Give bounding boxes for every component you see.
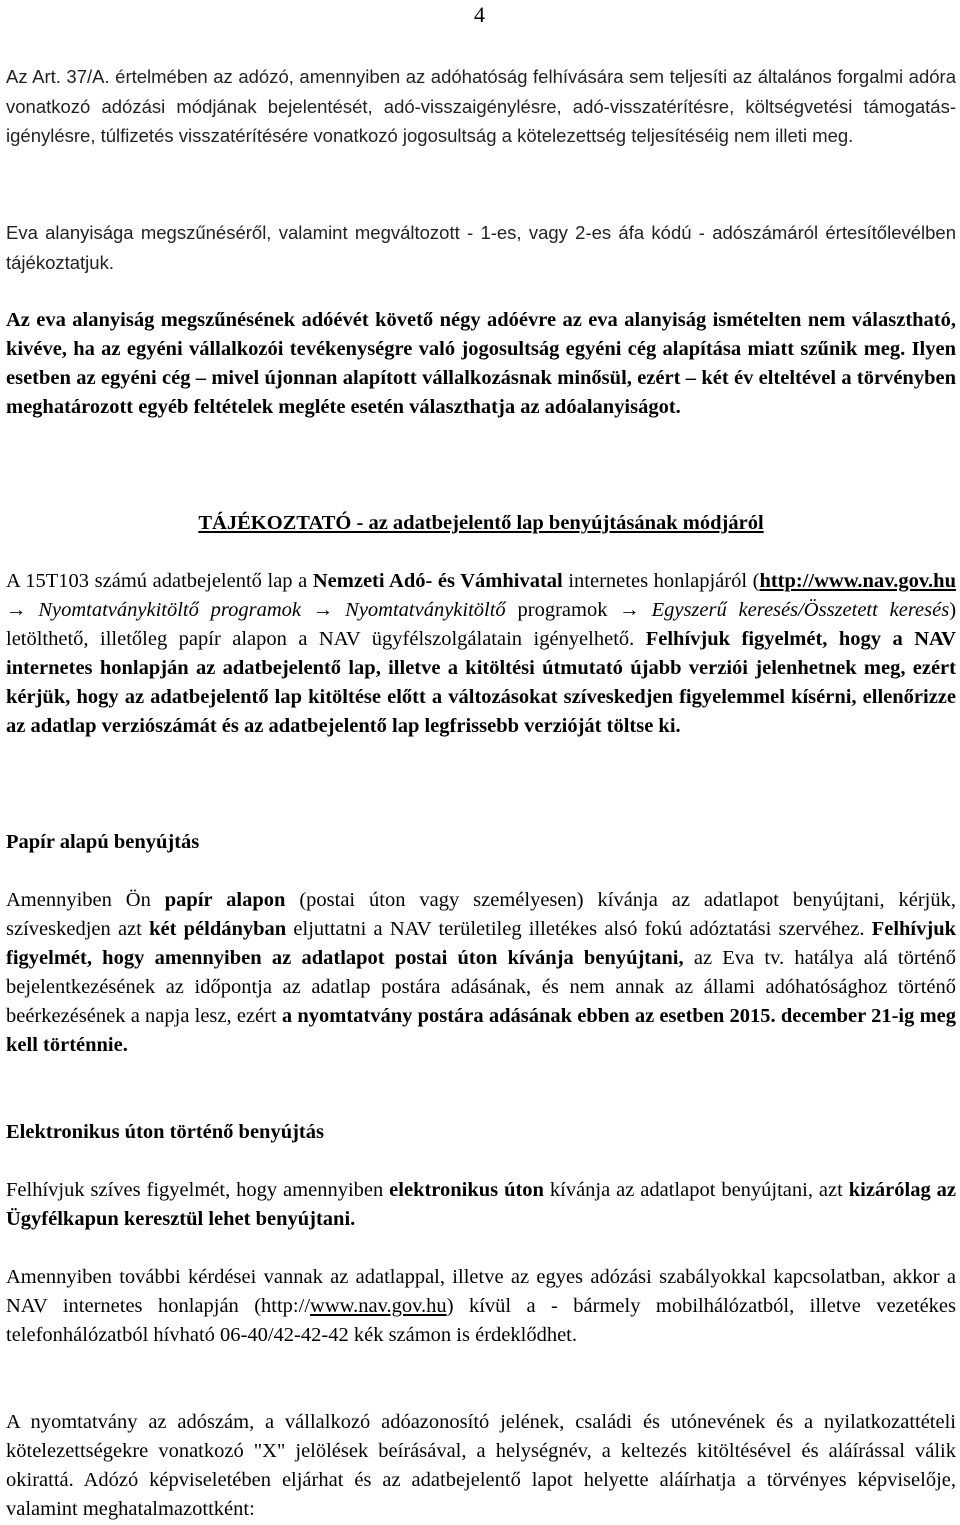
form-download-text-3: ) letölthető, illetőleg papír alapon a NAV ügyfélszolgálatain igényelhető. [6,599,957,650]
form-download-text-1: A 15T103 számú adatbejelentő lap a [6,570,313,592]
nav-website-link-2[interactable]: www.nav.gov.hu [310,1295,447,1317]
version-warning: Felhívjuk figyelmét, hogy a NAV internetes honlapján az adatbejelentő lap, illetve a kitöltési útmutató újabb verziói jelenhetnek meg, ezért kérjük, hogy az adatbejelentő lap kitöltése előtt a változásokat szíveskedjen figyelemmel kísérni, ellenőrizze az adatlap verziószámát és az adatbejelentő lap legfrissebb verzióját töltse ki. [6,628,956,737]
client-gate-only-emphasis: kizárólag az Ügyfélkapun keresztül lehet benyújtani. [6,1179,956,1230]
two-copies-emphasis: két példányban [149,918,287,940]
paper-based-emphasis: papír alapon [164,889,286,911]
deadline-emphasis: a nyomtatvány postára adásának ebben az esetben 2015. december 21-ig meg kell történnie. [6,1005,956,1056]
paragraph-form-signature [6,1408,956,1524]
menu-path-search: Egyszerű keresés/Összetett keresés [651,599,950,621]
paragraph-art-37a-text: Az Art. 37/A. értelmében az adózó, amennyiben az adóhatóság felhívására sem teljesíti az általános forgalmi adóra vonatkozó adózási módjának bejelentését, adó-visszaigénylésre, adó-visszatérítésre, költségvetési támogatás-igénylésre, túlfizetés visszatérítésére vonatkozó jogosultság a kötelezettség teljesítéséig nem illeti meg. [6,66,956,146]
heading-information [6,509,956,538]
signature-text: A nyomtatvány az adószám, a vállalkozó adóazonosító jelének, családi és utónevének és a nyilatkozattételi kötelezettségekre vonatkozó "X" jelölések beírásával, a helységnév, a keltezés kitöltésével és aláírással válik okirattá. Adózó képviseletében eljárhat és az adatbejelentő lapot helyette aláírhatja a törvényes képviselője, valamint meghatalmazottként: [6,1411,956,1520]
electronic-text-1: Felhívjuk szíves figyelmét, hogy amennyiben [6,1179,390,1201]
heading-electronic-submission [6,1118,324,1147]
page-number: 4 [474,2,485,27]
paper-text-3: eljuttatni a NAV területileg illetékes alsó fokú adóztatási szervéhez. [286,918,872,940]
paragraph-paper-submission [6,886,956,1060]
paragraph-electronic-submission [6,1176,956,1234]
menu-path-form-filler: Nyomtatványkitöltő [345,599,506,621]
menu-path-form-filler-programs: Nyomtatványkitöltő programok [38,599,302,621]
postal-notice-emphasis: Felhívjuk figyelmét, hogy amennyiben az adatlapot postai úton kívánja benyújtani, [6,918,956,969]
nav-website-link[interactable]: http://www.nav.gov.hu [759,570,956,592]
heading-paper-submission-text: Papír alapú benyújtás [6,831,200,853]
arrow-icon: → [6,599,39,621]
contact-text-1: Amennyiben további kérdései vannak az adatlappal, illetve az egyes adózási szabályokkal kapcsolatban, akkor a NAV internetes honlapján (http:// [6,1266,956,1317]
heading-paper-submission [6,828,199,857]
electronic-route-emphasis: elektronikus úton [389,1179,544,1201]
heading-information-text: TÁJÉKOZTATÓ - az adatbejelentő lap benyújtásának módjáról [198,512,764,534]
form-download-text-2: internetes honlapjáról ( [562,570,760,592]
paragraph-eva-reselection-rule [6,306,956,422]
paragraph-art-37a [6,62,956,151]
contact-text-2: ) kívül a - bármely mobilhálózatból, illetve vezetékes telefonhálózatból hívható 06-40/42-42-42 kék számon is érdeklődhet. [6,1295,956,1346]
menu-path-programs: programok [505,599,608,621]
nav-authority-name: Nemzeti Adó- és Vámhivatal [312,570,563,592]
paper-text-4: az Eva tv. hatálya alá történő bejelentkezésének az időpontja az adatlap postára adásának, és nem annak az állami adóhatósághoz történő beérkezésének a napja lesz, ezért [6,947,956,1027]
paragraph-contact-info [6,1263,956,1350]
paper-text-2: (postai úton vagy személyesen) kívánja az adatlapot benyújtani, kérjük, szíveskedjen azt [6,889,956,940]
paragraph-eva-reselection-text: Az eva alanyiság megszűnésének adóévét követő négy adóévre az eva alanyiság ismételten nem választható, kivéve, ha az egyéni vállalkozói tevékenységre való jogosultság egyéni cég alapítása miatt szűnik meg. Ilyen esetben az egyéni cég – mivel újonnan alapított vállalkozásnak minősül, ezért – két év elteltével a törvényben meghatározott egyéb feltételek megléte esetén választhatja az adóalanyiságot. [6,309,956,418]
arrow-icon: → [607,599,652,621]
paragraph-eva-termination-text: Eva alanyisága megszűnéséről, valamint megváltozott - 1-es, vagy 2-es áfa kódú - adószámáról értesítőlevélben tájékoztatjuk. [6,222,956,273]
heading-electronic-submission-text: Elektronikus úton történő benyújtás [6,1121,324,1143]
paragraph-form-download [6,567,956,741]
electronic-text-2: kívánja az adatlapot benyújtani, azt [543,1179,849,1201]
paragraph-eva-termination-notice [6,218,956,278]
paper-text-1: Amennyiben Ön [6,889,165,911]
arrow-icon: → [301,599,346,621]
